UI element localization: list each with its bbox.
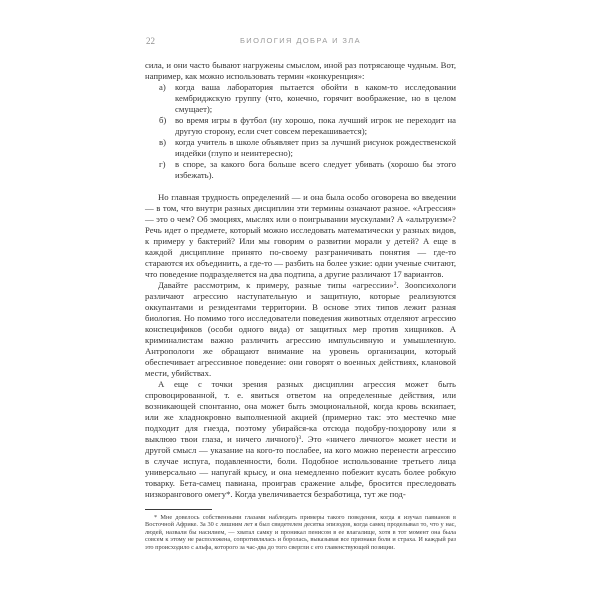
footnote-rule [145, 509, 212, 510]
page-header [145, 36, 456, 48]
footnote [145, 514, 456, 551]
body-text [145, 60, 456, 500]
endnote-ref: 2 [393, 281, 397, 287]
list-item [145, 115, 456, 137]
footnote-marker: * [154, 514, 158, 521]
footnote-text: Мне довелось собственными глазами наблюдать примеры такого поведения, когда я изучал павианов в Восточной Африке. За 30 с лишним лет я был свидетелем десятка эпизодов, когда самец проделывал то, что у нас, людей, назвали бы насилием, — хватал самку и проникал пенисом в ее влагалище, хотя в тот момент она была совсем к этому не расположена, сопротивлялась и боролась, выказывая все признаки боли и страха. И каждый раз это происходило с альфа, которого за час-два до того свергли с его главенствующей позиции. [145, 514, 456, 551]
lettered-list [145, 82, 456, 181]
list-item-text: в споре, за какого бога больше всего следует убивать (хорошо бы этого избежать). [175, 159, 456, 180]
footnote-area [145, 509, 456, 551]
paragraph-definitions: Но главная трудность определений — и она была особо оговорена во введении — в том, что внутри разных дисциплин эти термины означают разное. «Агрессия» — это о чем? Об эмоциях, мыслях или о поигрывании мускулами? А «альтруизм»? Речь идет о предмете, который можно исследовать математически у разных видов, к примеру у бактерий? Или мы говорим о развитии морали у детей? А еще в каждой дисциплине принято по-своему разграничивать понятия — где-то стараются их объединить, а где-то — разбить на более узкие: одни ученые считают, что поведение подразделяется на два подтипа, а другие различают 17 вариантов. [145, 192, 456, 279]
list-item [145, 82, 456, 115]
list-marker: в) [159, 137, 166, 147]
page-number: 22 [146, 36, 155, 46]
list-item [145, 159, 456, 181]
running-title: БИОЛОГИЯ ДОБРА И ЗЛА [239, 36, 362, 45]
paragraph-text: . Это «ничего личного» может нести и другой смысл — указание на кого-то послабее, на кого можно перенести агрессию в случае испуга, подавленности, боли. Подобное использование третьего лица универсально — напугай крысу, и она немедленно побежит кусать более робкую товарку. Бета-самец павиана, проиграв сражение альфе, бросится преследовать низкорангового омегу*. Когда увеличивается безработица, тут же под- [145, 434, 456, 499]
paragraph-text: . Зоопсихологи различают агрессию наступательную и защитную, которые реализуются оккупантами и резидентами территории. В основе этих типов лежит разная биология. Но помимо того исследователи поведения животных отделяют агрессию конспецификов (особи одного вида) от защитных мер против хищников. А криминалистам важно различить агрессию импульсивную и умышленную. Антропологи же обращают внимание на уровень организации, который обеспечивает агрессивное поведение: они говорят о военных действиях, клановой мести, убийствах. [145, 280, 456, 378]
paragraph-intro: сила, и они часто бывают нагружены смыслом, иной раз потрясающе чудным. Вот, например, как можно использовать термин «конкуренция»: [145, 60, 456, 81]
paragraph-text: Давайте рассмотрим, к примеру, разные типы «агрессии» [158, 280, 394, 290]
list-item [145, 137, 456, 159]
list-marker: а) [159, 82, 166, 92]
list-marker: б) [159, 115, 167, 125]
paragraph-text: А еще с точки зрения разных дисциплин агрессия может быть спровоцированной, т. е. явиться ответом на определенные действия, или возникающей спонтанно, она может быть эмоциональной, когда кровь вскипает, или же хладнокровно выполненной акцией (примерно так: это местечко мне подходит для гнезда, поэтому убирайся-ка отсюда подобру-поздорову или я выклюю твои глаза, и ничего личного) [145, 379, 456, 444]
paragraph-provoked [145, 379, 456, 500]
list-item-text: во время игры в футбол (ну хорошо, пока лучший игрок не переходит на другую сторону, если счет совсем перекашивается); [175, 115, 456, 136]
endnote-ref: 3 [298, 435, 302, 441]
list-item-text: когда ваша лаборатория пытается обойти в каком-то исследовании кембриджскую группу (что, конечно, горячит воображение, но в целом смущает); [175, 82, 456, 114]
list-marker: г) [159, 159, 166, 169]
paragraph-aggression-types [145, 280, 456, 379]
list-item-text: когда учитель в школе объявляет приз за лучший рисунок рождественской индейки (глупо и неинтересно); [175, 137, 456, 158]
